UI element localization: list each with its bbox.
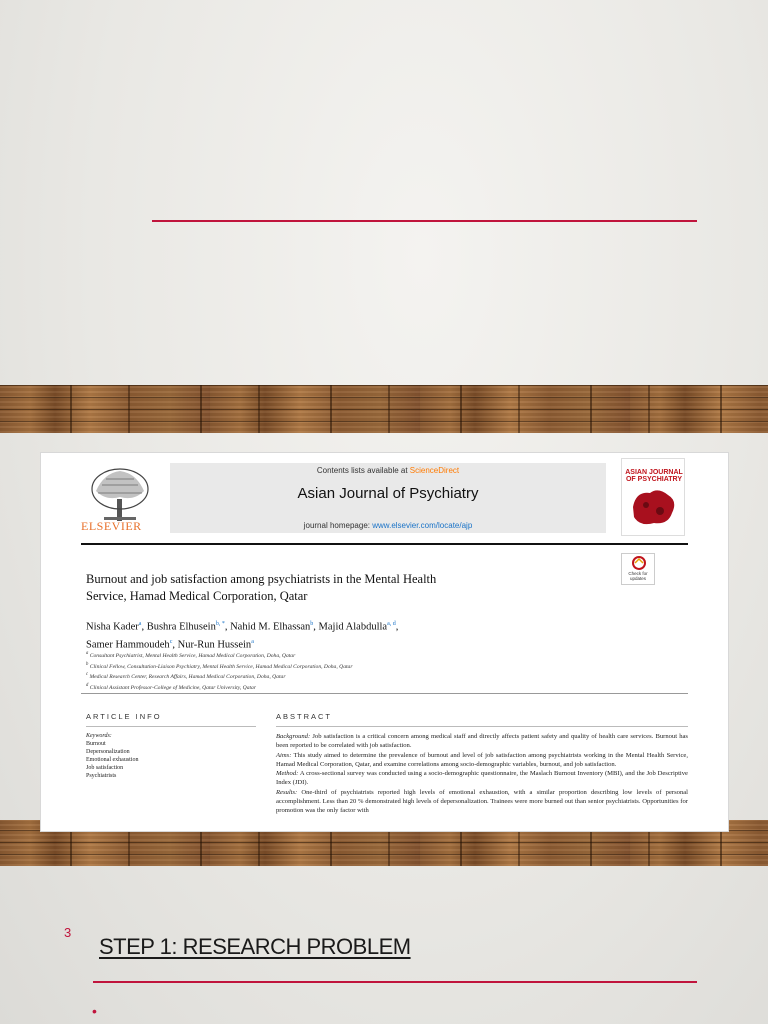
affiliation-mark: d bbox=[86, 682, 89, 688]
check-updates-label: Check for updates bbox=[628, 571, 648, 581]
author-sup: a, d bbox=[387, 621, 396, 627]
abstract-label: Background: bbox=[276, 733, 311, 740]
author-name[interactable]: Bushra Elhusein bbox=[146, 621, 216, 633]
affiliation-item bbox=[86, 650, 646, 661]
paper-title bbox=[86, 571, 606, 605]
author-sup: a bbox=[251, 638, 254, 645]
abstract-text: A cross-sectional survey was conducted using a socio-demographic questionnaire, the Maslach Burnout Inventory (MBI), and the Job Descriptive Index (JDI). bbox=[276, 770, 688, 787]
check-updates-icon bbox=[622, 555, 656, 571]
article-info-rule bbox=[86, 726, 256, 727]
affiliation-mark: a bbox=[86, 651, 89, 656]
abstract-label: Results: bbox=[276, 788, 298, 796]
keywords-label: Keywords: bbox=[86, 733, 112, 739]
heading-divider bbox=[93, 981, 697, 983]
affiliation-item bbox=[86, 682, 646, 693]
author-name[interactable]: Nisha Kader bbox=[86, 621, 139, 633]
slide-heading: STEP 1: RESEARCH PROBLEM bbox=[99, 934, 411, 959]
slide-number: 3 bbox=[64, 925, 72, 940]
header-rule bbox=[81, 543, 688, 545]
keyword-item: Emotional exhaustion bbox=[86, 757, 139, 763]
author-sup: c bbox=[169, 638, 173, 645]
author-line-1 bbox=[86, 617, 646, 635]
affiliation-mark: b bbox=[86, 661, 89, 667]
wood-band-top bbox=[0, 385, 768, 433]
author-sup: b bbox=[310, 621, 314, 627]
title-divider-top bbox=[152, 220, 697, 222]
author-name[interactable]: Samer Hammoudeh bbox=[86, 639, 170, 650]
abstract-paragraph bbox=[276, 769, 688, 788]
abstract-body bbox=[276, 732, 688, 816]
paper-title-line-2: Service, Hamad Medical Corporation, Qatar bbox=[86, 589, 308, 603]
contents-line bbox=[170, 466, 606, 475]
publisher-name: ELSEVIER bbox=[81, 519, 142, 533]
affiliations bbox=[86, 650, 646, 693]
author-sup: a bbox=[138, 621, 142, 627]
homepage-line bbox=[170, 521, 606, 530]
author-sep: , bbox=[141, 621, 147, 633]
keyword-item: Burnout bbox=[86, 741, 106, 747]
section-divider bbox=[81, 693, 688, 694]
author-list bbox=[86, 617, 646, 652]
cover-art-icon bbox=[628, 487, 678, 527]
abstract-label: Aims: bbox=[276, 751, 292, 759]
affiliation-text: Clinical Fellow, Consultation-Liaison Psychiatry, Mental Health Service, Hamad Medical Corporation, Doha, Qatar bbox=[89, 663, 353, 670]
journal-title: Asian Journal of Psychiatry bbox=[297, 485, 479, 502]
abstract-text: This study aimed to determine the prevalence of burnout and level of job satisfaction among psychiatrists working in the Mental Health Service, Hamad Medical Corporation, Qatar, and examine correlations among socio-demographic variables, burnout, and job satisfaction. bbox=[276, 751, 688, 768]
journal-cover bbox=[621, 458, 685, 536]
abstract-paragraph bbox=[276, 751, 688, 770]
affiliation-text: Medical Research Center, Research Affairs, Hamad Medical Corporation, Doha, Qatar bbox=[89, 674, 286, 681]
sciencedirect-link[interactable]: ScienceDirect bbox=[409, 466, 460, 475]
journal-header bbox=[170, 463, 606, 533]
abstract-rule bbox=[276, 726, 688, 727]
author-sup: b, * bbox=[215, 621, 225, 627]
abstract-paragraph bbox=[276, 788, 688, 816]
abstract-heading: ABSTRACT bbox=[276, 712, 333, 721]
affiliation-text: Consultant Psychiatrist, Mental Health Service, Hamad Medical Corporation, Doha, Qatar bbox=[89, 652, 296, 659]
abstract-text: One-third of psychiatrists reported high levels of emotional exhaustion, with a similar proportion describing low levels of personal accomplishment. Less than 20 % demonstrated high levels of depersonalization. Trainees were more burned out than senior psychiatrists. Opportunities for promotion was the only factor with bbox=[276, 788, 688, 815]
keyword-item: Job satisfaction bbox=[86, 765, 124, 771]
affiliation-text: Clinical Assistant Professor-College of Medicine, Qatar University, Qatar bbox=[89, 684, 257, 691]
author-sep: , bbox=[224, 621, 231, 633]
author-name[interactable]: Nur-Run Hussein bbox=[177, 639, 252, 650]
homepage-prefix: journal homepage: bbox=[303, 521, 373, 530]
article-screenshot bbox=[40, 452, 729, 832]
keywords-list bbox=[86, 732, 216, 780]
contents-prefix: Contents lists available at bbox=[316, 466, 410, 475]
affiliation-item bbox=[86, 671, 646, 682]
bullet-point: • bbox=[92, 1003, 97, 1019]
author-sep: , bbox=[313, 621, 319, 633]
abstract-label: Method: bbox=[276, 770, 299, 778]
check-for-updates-badge[interactable] bbox=[621, 553, 655, 585]
cover-title: ASIAN JOURNAL OF PSYCHIATRY bbox=[625, 469, 683, 483]
article-info-heading: ARTICLE INFO bbox=[86, 712, 162, 721]
keyword-item: Psychiatrists bbox=[86, 773, 117, 779]
homepage-link[interactable]: www.elsevier.com/locate/ajp bbox=[372, 521, 473, 530]
author-name[interactable]: Nahid M. Elhassan bbox=[230, 621, 311, 633]
affiliation-item bbox=[86, 661, 646, 672]
affiliation-mark: c bbox=[86, 672, 89, 678]
paper-title-line-1: Burnout and job satisfaction among psychiatrists in the Mental Health bbox=[86, 572, 437, 586]
author-sep: , bbox=[395, 621, 399, 633]
author-name[interactable]: Majid Alabdulla bbox=[318, 621, 388, 633]
abstract-paragraph bbox=[276, 732, 688, 751]
keyword-item: Depersonalization bbox=[86, 749, 130, 755]
abstract-text: Job satisfaction is a critical concern among medical staff and directly affects patient safety and quality of health care services. Burnout has been reported to be correlated with job satisfaction. bbox=[276, 733, 688, 750]
author-sep: , bbox=[172, 639, 178, 650]
